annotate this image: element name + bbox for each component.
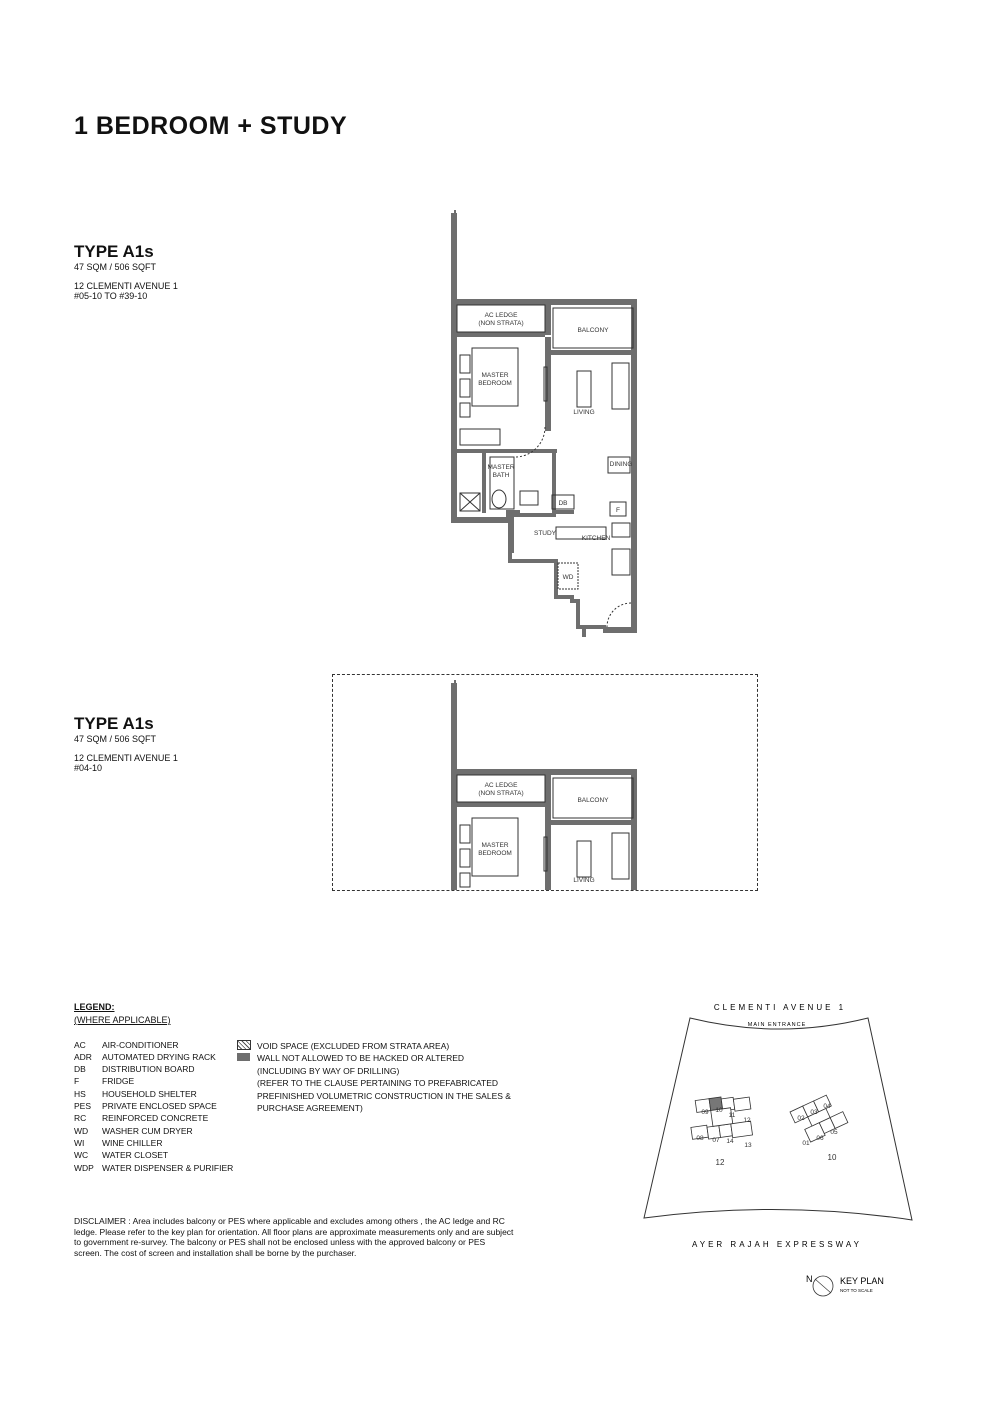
unit-type: TYPE A1s [74, 714, 154, 733]
legend-symbols [257, 1040, 511, 1114]
label-master: MASTER [481, 842, 509, 849]
symbol-text: PREFINISHED VOLUMETRIC CONSTRUCTION IN THE SALES & [257, 1090, 511, 1101]
main-entrance-label: MAIN ENTRANCE [747, 1022, 807, 1028]
unit-type: TYPE A1s [74, 242, 154, 261]
road-top-label: CLEMENTI AVENUE 1 [713, 1003, 847, 1012]
unit-area: 47 SQM / 506 SQFT [74, 734, 157, 744]
label-study: STUDY [533, 530, 557, 537]
label-dining: DINING [609, 461, 633, 468]
label-bath: BATH [492, 472, 510, 479]
plan-info-1 [74, 242, 178, 301]
not-to-scale-label: NOT TO SCALE [840, 1288, 873, 1293]
legend-item: RC REINFORCED CONCRETE [74, 1113, 209, 1123]
floor-plan-2 [440, 675, 650, 890]
legend-item: HS HOUSEHOLD SHELTER [74, 1089, 197, 1099]
unit-numbers: #05-10 TO #39-10 [74, 291, 148, 301]
void-space-icon [237, 1040, 251, 1050]
unit-label: 11 [728, 1112, 736, 1119]
label-non-strata: (NON STRATA) [478, 790, 524, 797]
unit-label: 05 [830, 1129, 838, 1136]
unit-label: 02 [797, 1115, 805, 1122]
label-balcony: BALCONY [577, 797, 609, 804]
unit-label: 14 [726, 1138, 734, 1145]
legend-heading: LEGEND: [74, 1002, 115, 1012]
label-db: DB [558, 500, 568, 507]
symbol-text: WALL NOT ALLOWED TO BE HACKED OR ALTERED [257, 1053, 465, 1064]
unit-area: 47 SQM / 506 SQFT [74, 262, 157, 272]
legend-item: PES PRIVATE ENCLOSED SPACE [74, 1101, 217, 1111]
label-bedroom: BEDROOM [478, 380, 512, 387]
label-non-strata: (NON STRATA) [478, 320, 524, 327]
unit-label: 04 [823, 1103, 831, 1110]
legend-item: WDP WATER DISPENSER & PURIFIER [74, 1163, 234, 1173]
disclaimer: DISCLAIMER : Area includes balcony or PES where applicable and excludes among others , the AC ledge and RC ledge. Please refer to the key plan for orientation. All floor plans are approximate measurements only and are subject to government re-survey. The balcony or PES shall not be enclosed unless with the approved balcony or PES screen. The cost of screen and installation shall be borne by the purchaser. [74, 1216, 514, 1258]
unit-label: 12 [743, 1117, 751, 1124]
north-label: N [806, 1274, 813, 1284]
legend [74, 1002, 244, 1182]
legend-item: WC WATER CLOSET [74, 1150, 169, 1160]
label-kitchen: KITCHEN [581, 535, 611, 542]
symbol-text: PURCHASE AGREEMENT) [257, 1103, 363, 1114]
label-living: LIVING [573, 877, 595, 884]
unit-label: 13 [744, 1142, 752, 1149]
label-living: LIVING [573, 409, 595, 416]
legend-item: ADR AUTOMATED DRYING RACK [74, 1052, 216, 1062]
unit-label: 07 [712, 1137, 720, 1144]
unit-address: 12 CLEMENTI AVENUE 1 [74, 281, 178, 291]
unit-label: 10 [715, 1107, 723, 1114]
label-wd: WD [562, 574, 574, 581]
unit-label: 06 [816, 1135, 824, 1142]
legend-subheading: (WHERE APPLICABLE) [74, 1015, 171, 1025]
label-bedroom: BEDROOM [478, 850, 512, 857]
unit-label: 09 [701, 1109, 709, 1116]
floor-plan-1 [440, 205, 650, 640]
page-title: 1 BEDROOM + STUDY [74, 112, 348, 140]
symbol-text: VOID SPACE (EXCLUDED FROM STRATA AREA) [257, 1041, 450, 1051]
unit-label: 01 [802, 1140, 810, 1147]
symbol-text: (INCLUDING BY WAY OF DRILLING) [257, 1065, 400, 1076]
unit-label: 03 [810, 1109, 818, 1116]
unit-label: 08 [696, 1135, 704, 1142]
legend-item: AC AIR-CONDITIONER [74, 1040, 179, 1050]
plan-info-2 [74, 714, 178, 773]
unit-numbers: #04-10 [74, 763, 103, 773]
legend-item: WI WINE CHILLER [74, 1138, 163, 1148]
wall-swatch-icon [237, 1053, 250, 1061]
block-number: 10 [827, 1153, 837, 1162]
block-number: 12 [715, 1158, 725, 1167]
label-ac-ledge: AC LEDGE [484, 782, 518, 789]
label-balcony: BALCONY [577, 327, 609, 334]
unit-address: 12 CLEMENTI AVENUE 1 [74, 753, 178, 763]
key-plan-label: KEY PLAN [840, 1276, 884, 1286]
legend-item: DB DISTRIBUTION BOARD [74, 1064, 195, 1074]
symbol-text: (REFER TO THE CLAUSE PERTAINING TO PREFABRICATED [257, 1078, 499, 1089]
label-master: MASTER [481, 372, 509, 379]
legend-item: F FRIDGE [74, 1076, 135, 1086]
legend-item: WD WASHER CUM DRYER [74, 1126, 193, 1136]
label-master: MASTER [487, 464, 515, 471]
road-bottom-label: AYER RAJAH EXPRESSWAY [692, 1240, 862, 1249]
label-fridge: F [616, 507, 620, 514]
label-ac-ledge: AC LEDGE [484, 312, 518, 319]
key-plan [640, 1000, 920, 1300]
